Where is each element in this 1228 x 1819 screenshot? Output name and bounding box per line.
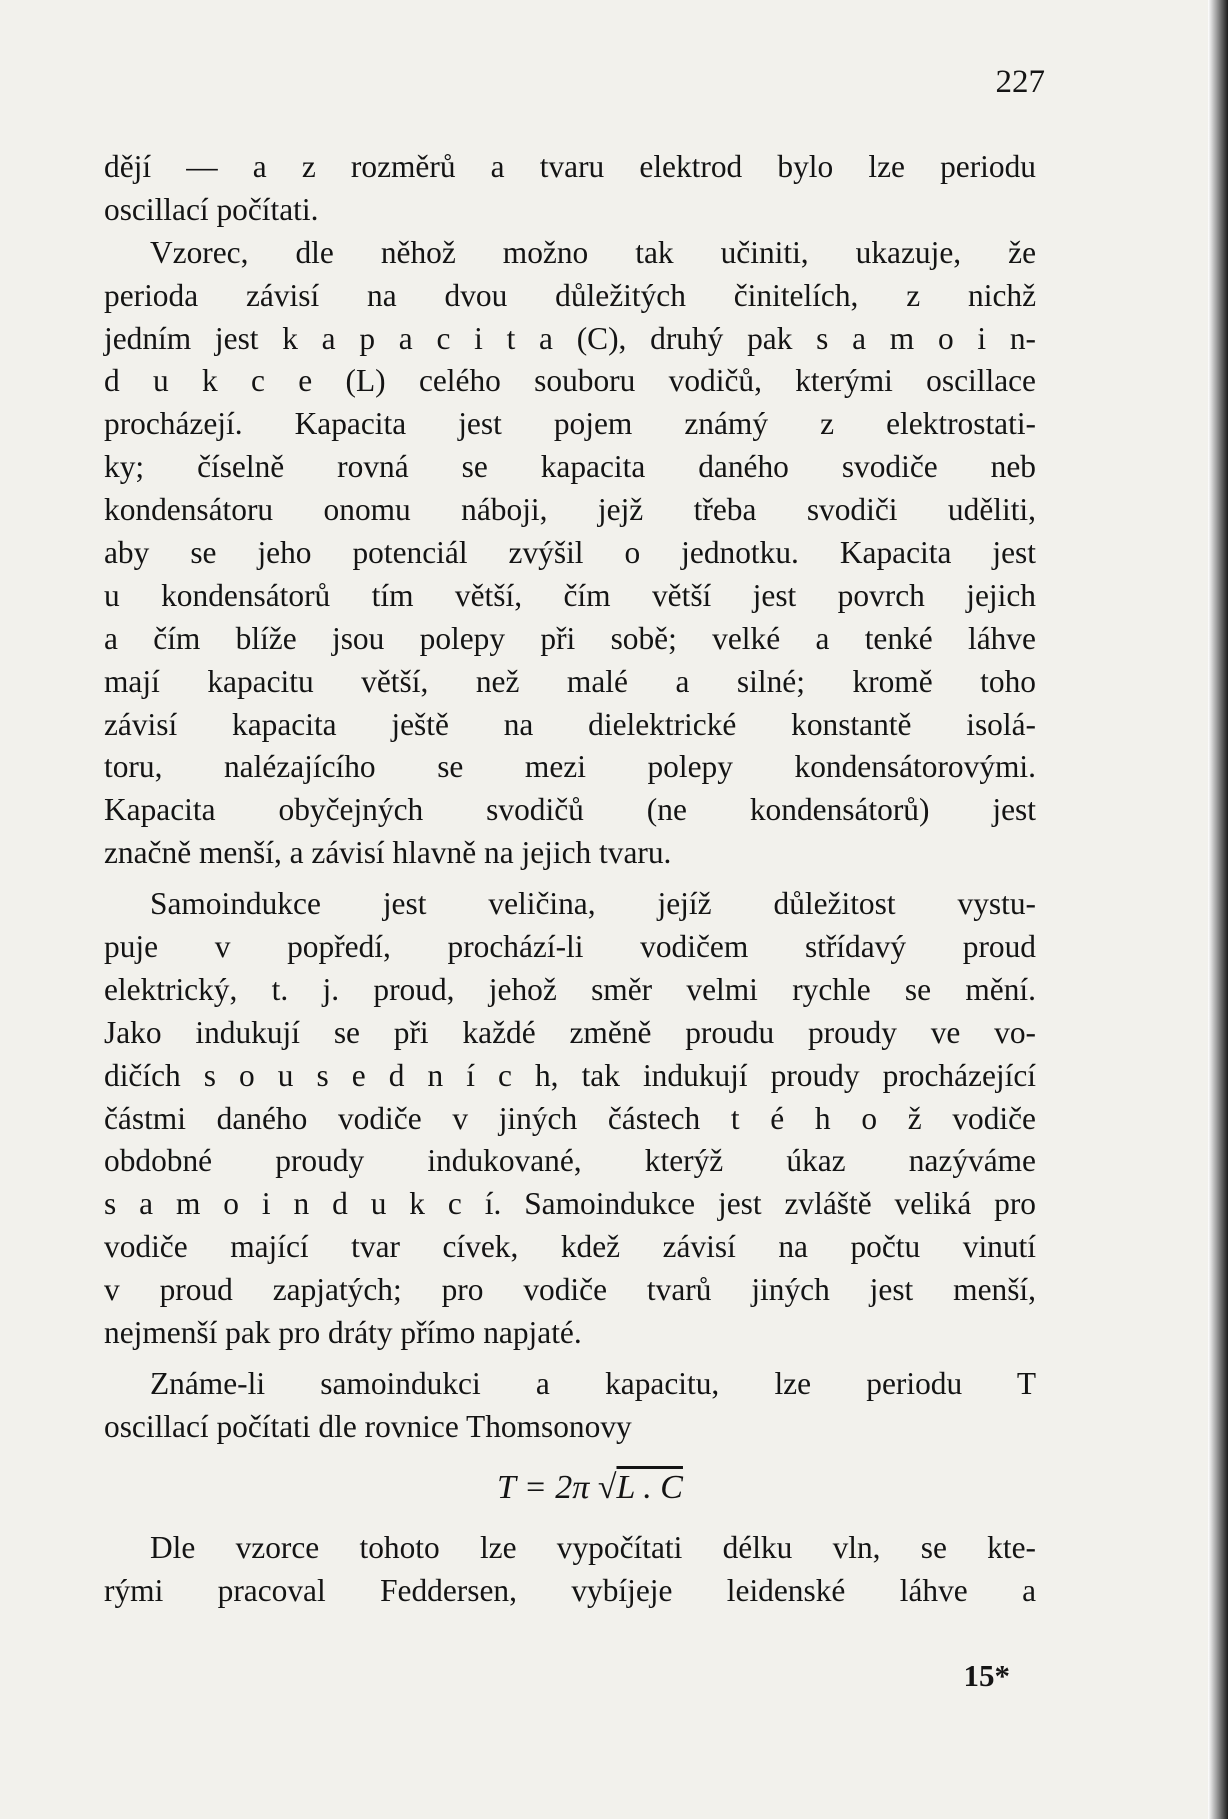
text-line: částmi daného vodiče v jiných částech t é h o ž vodiče [104,1100,1036,1136]
text-line: vodiče mající tvar cívek, kdež závisí na počtu vinutí [104,1229,1036,1265]
text-line: s a m o i n d u k c í. Samoindukce jest zvláště veliká pro [104,1186,1036,1222]
page-number: 227 [995,64,1045,100]
text-line: v proud zapjatých; pro vodiče tvarů jiných jest menší, [104,1272,1036,1308]
text-line: u kondensátorů tím větší, čím větší jest povrch jejich [104,577,1036,613]
text-line: mají kapacitu větší, než malé a silné; kromě toho [104,663,1036,699]
text-line: kondensátoru onomu náboji, jejž třeba svodiči uděliti, [104,492,1036,528]
text-line: obdobné proudy indukované, kterýž úkaz nazýváme [104,1143,1036,1179]
text-line: ky; číselně rovná se kapacita daného svodiče neb [104,449,1036,485]
text-line: rými pracoval Feddersen, vybíjeje leidenské láhve a [104,1572,1036,1608]
text-line: Samoindukce jest veličina, jejíž důležitost vystu- [150,886,1036,922]
text-line: nejmenší pak pro dráty přímo napjaté. [104,1315,582,1351]
text-line: Dle vzorce tohoto lze vypočítati délku vln, se kte- [150,1529,1036,1565]
text-line: procházejí. Kapacita jest pojem známý z elektrostati- [104,406,1036,442]
text-line: perioda závisí na dvou důležitých činitelích, z nichž [104,277,1036,313]
paragraph-gap [104,875,1036,883]
text-line: d u k c e (L) celého souboru vodičů, kterými oscillace [104,363,1036,399]
text-line: jedním jest k a p a c i t a (C), druhý pak s a m o i n- [104,320,1036,356]
text-line: oscillací počítati. [104,191,319,227]
text-line: Kapacita obyčejných svodičů (ne kondensátorů) jest [104,792,1036,828]
text-line: značně menší, a závisí hlavně na jejich tvaru. [104,835,672,871]
text-line: puje v popředí, prochází-li vodičem střídavý proud [104,929,1036,965]
text-line: aby se jeho potenciál zvýšil o jednotku. Kapacita jest [104,535,1036,571]
text-line: toru, nalézajícího se mezi polepy kondensátorovými. [104,749,1036,785]
formula-radicand: L . C [616,1468,683,1506]
signature-mark: 15* [963,1658,1010,1693]
text-line: dějí — a z rozměrů a tvaru elektrod bylo lze periodu [104,149,1036,184]
formula-radical: √ [597,1468,617,1506]
body-text [104,146,1036,1613]
text-line: Vzorec, dle něhož možno tak učiniti, ukazuje, že [150,234,1036,270]
text-line: dičích s o u s e d n í c h, tak indukují proudy procházející [104,1057,1036,1093]
text-line: Známe-li samoindukci a kapacitu, lze periodu T [150,1365,1036,1401]
paragraph-gap [104,1355,1036,1363]
formula-lhs: T = 2π [497,1468,590,1506]
text-line: a čím blíže jsou polepy při sobě; velké a tenké láhve [104,620,1036,656]
thomson-formula [104,1449,1036,1527]
text-line: elektrický, t. j. proud, jehož směr velmi rychle se mění. [104,971,1036,1007]
text-line: Jako indukují se při každé změně proudu proudy ve vo- [104,1014,1036,1050]
text-line: oscillací počítati dle rovnice Thomsonovy [104,1408,632,1444]
page-edge-shadow [1208,0,1228,1819]
text-line: závisí kapacita ještě na dielektrické konstantě isolá- [104,706,1036,742]
